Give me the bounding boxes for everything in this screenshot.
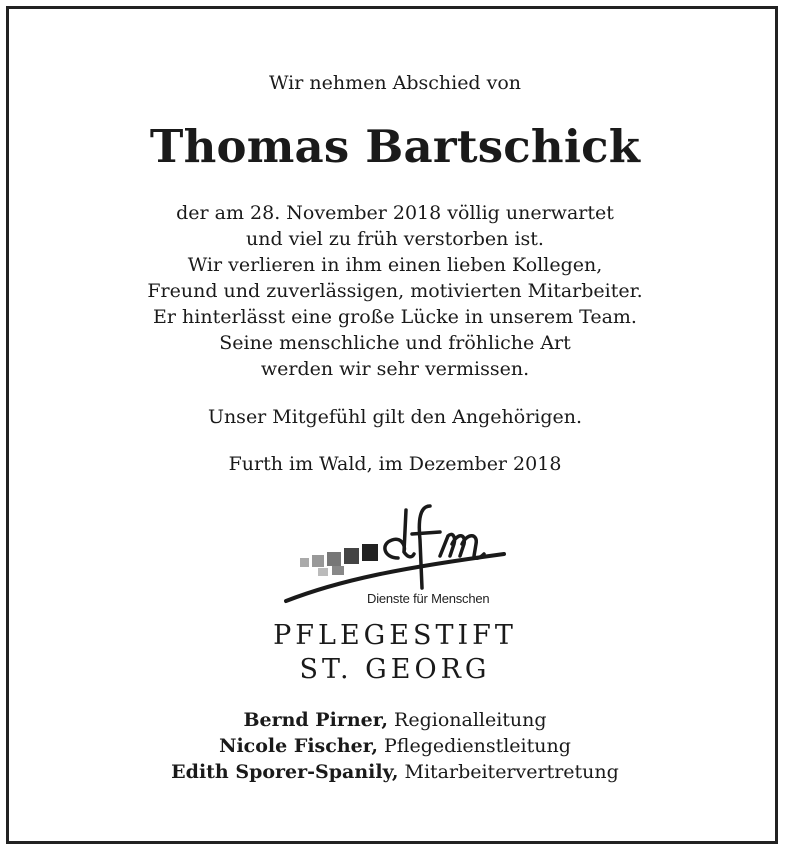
- logo-square: [344, 548, 359, 564]
- body-line: Wir verlieren in ihm einen lieben Kollegen,: [187, 254, 603, 276]
- body-line: Freund und zuverlässigen, motivierten Mitarbeiter.: [147, 280, 643, 302]
- logo-square: [312, 555, 324, 567]
- organization-name: [0, 619, 790, 687]
- signer-name: Edith Sporer-Spanily,: [171, 761, 399, 783]
- logo-monogram: [412, 506, 440, 588]
- signers-list: [0, 707, 790, 785]
- signer-name: Bernd Pirner,: [243, 709, 388, 731]
- intro-text: Wir nehmen Abschied von: [268, 72, 522, 94]
- signer-role: Pflegedienstleitung: [377, 735, 571, 757]
- organization-line: PFLEGESTIFT: [273, 620, 517, 651]
- body-line: und viel zu früh verstorben ist.: [246, 228, 544, 250]
- logo-square: [300, 558, 309, 567]
- body-line: der am 28. November 2018 völlig unerwartet: [176, 202, 614, 224]
- body-line: werden wir sehr vermissen.: [260, 358, 530, 380]
- logo-square: [362, 544, 378, 561]
- logo-square: [332, 566, 344, 575]
- signer-row: [0, 733, 790, 759]
- body-line: Seine menschliche und fröhliche Art: [219, 332, 571, 354]
- signer-role: Regionalleitung: [387, 709, 547, 731]
- logo-square: [327, 552, 341, 566]
- signer-row: [0, 707, 790, 733]
- sympathy-text: Unser Mitgefühl gilt den Angehörigen.: [207, 406, 583, 428]
- logo-monogram: [440, 534, 484, 558]
- body-line: Er hinterlässt eine große Lücke in unserem Team.: [153, 306, 637, 328]
- logo-tagline: Dienste für Menschen: [367, 591, 490, 606]
- signer-row: [0, 759, 790, 785]
- logo-monogram: [385, 510, 414, 558]
- organization-line: ST. GEORG: [299, 654, 491, 685]
- signer-role: Mitarbeitervertretung: [398, 761, 619, 783]
- deceased-name: Thomas Bartschick: [149, 120, 641, 173]
- signer-name: Nicole Fischer,: [219, 735, 378, 757]
- place-date: Furth im Wald, im Dezember 2018: [228, 453, 562, 475]
- logo-square: [318, 568, 328, 576]
- notice-body: [0, 200, 790, 382]
